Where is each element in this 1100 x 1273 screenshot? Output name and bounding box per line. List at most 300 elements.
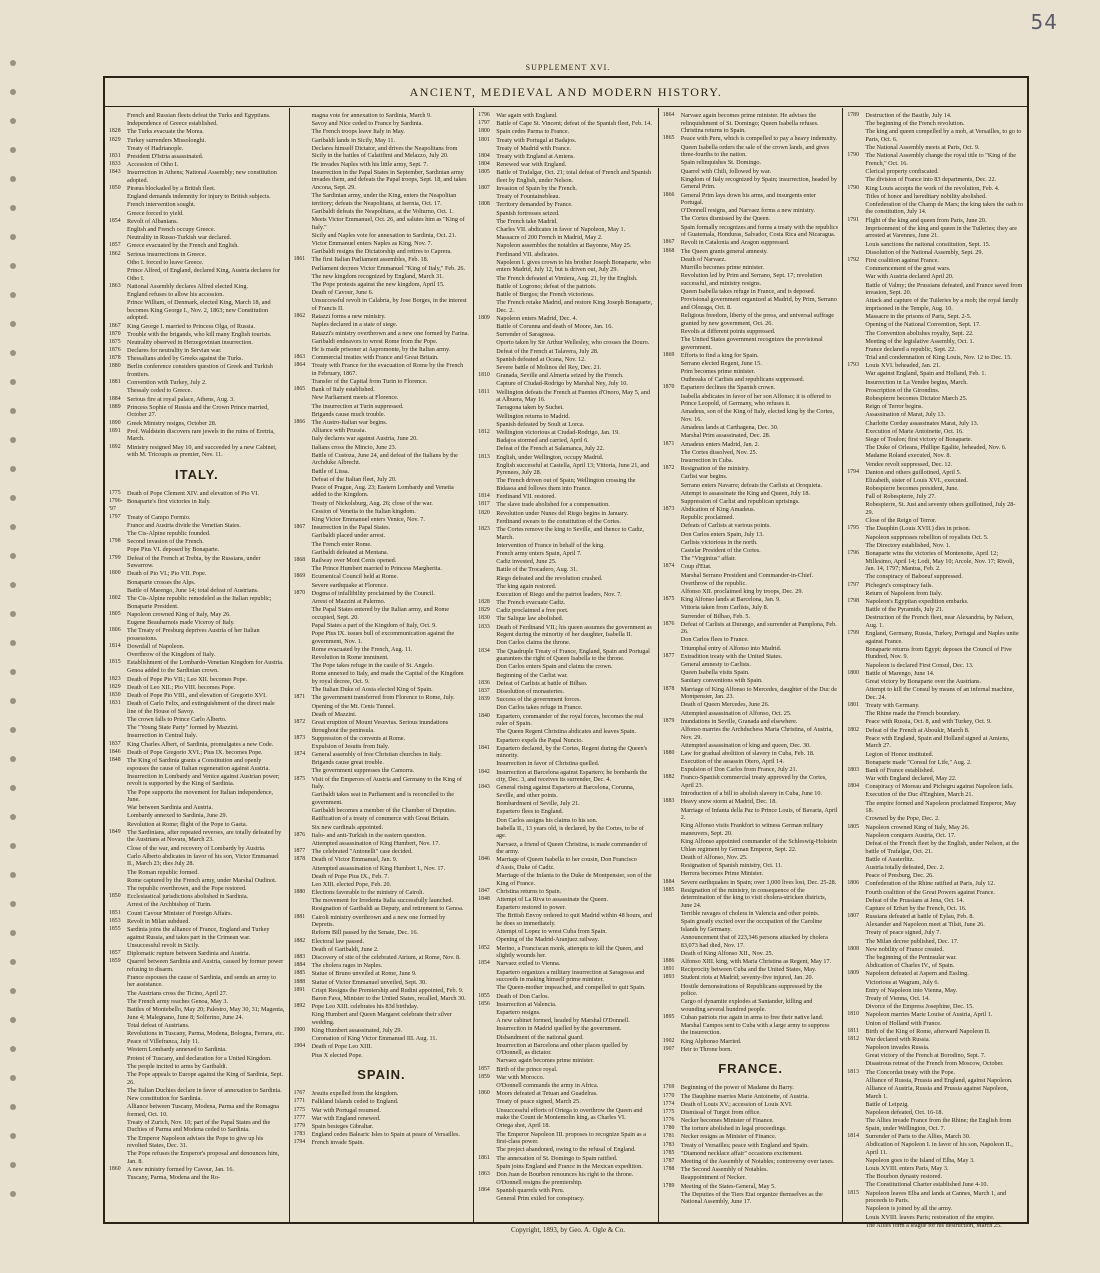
entry-text: Battle of Custoza, June 24, and defeat of the Italians by the Archduke Albrecht.	[311, 451, 458, 467]
entry-text: New constitution for Sardinia.	[127, 1094, 202, 1102]
entry-year	[847, 501, 865, 516]
history-entry	[847, 1044, 1023, 1052]
history-entry	[294, 889, 470, 897]
entry-year: 1807	[847, 913, 859, 920]
entry-text: French invade Spain.	[311, 1139, 365, 1147]
entry-year	[109, 1150, 127, 1165]
history-entry	[478, 462, 654, 477]
history-entry	[109, 643, 285, 651]
entry-year	[478, 728, 496, 736]
history-entry	[109, 498, 285, 513]
entry-text: Commercial treaties with France and Great Britain.	[311, 354, 439, 362]
entry-year: 1867	[109, 322, 121, 329]
entry-text: The Duke of Orleans, Phillipe Egalite, beheaded, Nov. 6.	[865, 444, 1007, 452]
entry-text: Announcement that of 223,346 persons attacked by cholera 83,073 had died, Nov. 17.	[680, 934, 828, 949]
entry-year	[478, 242, 496, 250]
entry-text: France declared a republic, Sept. 22.	[865, 345, 956, 353]
entry-year: 1889	[109, 403, 121, 410]
history-entry	[663, 393, 839, 408]
entry-text: Greece evacuated by the French and English.	[127, 242, 239, 250]
entry-text: Napoleon is joined by all the army.	[865, 1205, 953, 1213]
entry-year	[294, 145, 312, 160]
entry-text: New Parliament meets at Florence.	[311, 394, 399, 402]
entry-year	[663, 934, 681, 949]
history-column-4	[659, 108, 844, 1222]
entry-text: Dismissal of Turgot from office.	[680, 1108, 761, 1116]
history-entry	[109, 259, 285, 267]
history-entry	[663, 288, 839, 296]
entry-year	[847, 1214, 865, 1222]
entry-text: War between Sardinia and Austria.	[127, 804, 213, 812]
entry-text: The Cortes dismissed by the Queen.	[680, 215, 771, 223]
history-entry	[478, 969, 654, 984]
entry-text: Statue of Bruno unveiled at Rome, June 9.	[311, 970, 417, 978]
entry-year	[478, 1017, 496, 1025]
history-column-2	[290, 108, 475, 1222]
history-entry	[847, 1052, 1023, 1060]
entry-year	[478, 218, 496, 226]
entry-year	[478, 283, 496, 291]
entry-text: Merino, a Franciscan monk, attempts to kill the Queen, and slightly wounds her.	[496, 944, 644, 960]
entry-year: 1866	[662, 191, 675, 198]
history-entry	[109, 291, 285, 299]
entry-year	[663, 393, 681, 408]
entry-year	[847, 1052, 865, 1060]
entry-year	[847, 735, 865, 750]
entry-year	[847, 1181, 865, 1189]
entry-text: Death of Narvaez.	[680, 255, 726, 263]
entry-text: Outbreaks of Carlists and republicans suppressed.	[680, 376, 805, 384]
entry-year: 1837	[478, 687, 490, 694]
entry-text: Turkey surrenders Missolonghi.	[127, 136, 207, 144]
entry-year	[478, 1098, 496, 1106]
history-entry	[294, 256, 470, 264]
entry-year: 1800	[109, 570, 121, 577]
history-entry	[847, 1157, 1023, 1165]
history-entry	[478, 348, 654, 356]
entry-year	[847, 921, 865, 929]
history-entry	[847, 411, 1023, 419]
entry-text: Dogma of infallibility proclaimed by the Council.	[311, 589, 435, 597]
entry-text: Crowned by the Pope, Dec. 2.	[865, 815, 940, 823]
entry-year	[109, 877, 127, 885]
entry-text: Insurrection in favor of Christina quelled.	[496, 760, 600, 768]
entry-year	[847, 128, 865, 143]
entry-year	[663, 424, 681, 432]
entry-text: Intervention of France in behalf of the king.	[496, 541, 605, 549]
entry-year: 1780	[662, 1125, 675, 1132]
entry-year: 1871	[293, 694, 306, 701]
entry-year	[478, 1131, 496, 1146]
entry-text: General rising against Espartero at Barcelona, Corunna, Seville, and other points.	[496, 784, 635, 800]
history-entry	[294, 120, 470, 128]
history-entry	[109, 323, 285, 331]
entry-year	[109, 1046, 127, 1054]
entry-year: 1888	[293, 978, 306, 985]
binding-hole	[10, 756, 16, 762]
entry-text: Spain besieges Gibraltar.	[311, 1123, 374, 1130]
entry-year: 1769	[662, 1084, 675, 1091]
history-entry	[294, 313, 470, 321]
history-entry	[663, 547, 839, 555]
entry-year	[478, 1042, 496, 1057]
history-entry	[663, 910, 839, 918]
entry-year: 1810	[478, 372, 490, 379]
entry-year	[847, 775, 865, 783]
entry-year: 1799	[109, 554, 121, 561]
history-entry	[294, 508, 470, 516]
entry-year	[663, 983, 681, 998]
history-entry	[663, 701, 839, 709]
history-entry	[109, 555, 285, 570]
history-entry	[294, 265, 470, 273]
history-entry	[109, 869, 285, 877]
entry-year: 1783	[293, 1131, 306, 1138]
history-entry	[109, 724, 285, 732]
entry-year	[478, 904, 496, 912]
entry-year	[663, 710, 681, 718]
history-entry	[663, 596, 839, 604]
entry-year	[663, 998, 681, 1013]
entry-text: Bank of France established.	[865, 766, 935, 774]
entry-year: 1864	[662, 112, 675, 118]
entry-text: The Concordat treaty with the Pope.	[865, 1068, 956, 1076]
entry-year	[109, 259, 127, 267]
entry-year	[478, 259, 496, 274]
entry-text: Hostile demonstrations of Republicans suppressed by the police.	[680, 982, 823, 998]
entry-year	[294, 662, 312, 670]
history-entry	[109, 137, 285, 145]
history-entry	[294, 386, 470, 394]
history-entry	[663, 168, 839, 176]
entry-year	[847, 411, 865, 419]
entry-year	[294, 670, 312, 685]
entry-text: Genoa added to the Sardinian crown.	[127, 667, 219, 675]
entry-year	[478, 566, 496, 574]
entry-text: The government suppresses the Camorra.	[311, 767, 415, 775]
history-entry	[294, 362, 470, 377]
entry-year	[294, 541, 312, 549]
history-entry	[294, 970, 470, 978]
entry-year	[478, 872, 496, 887]
history-entry	[847, 856, 1023, 864]
history-entry	[663, 441, 839, 449]
history-entry	[294, 759, 470, 767]
entry-year	[663, 522, 681, 530]
history-entry	[478, 904, 654, 912]
entry-year	[294, 508, 312, 516]
entry-text: Heavy snow storm at Madrid, Dec. 18.	[680, 798, 777, 806]
history-entry	[663, 192, 839, 207]
entry-text: Overthrow of the Kingdom of Italy.	[127, 651, 216, 659]
entry-year	[478, 591, 496, 599]
entry-year	[847, 249, 865, 257]
entry-text: Pope Pius IX. issues bull of excommunication against the government, Nov. 1.	[311, 630, 455, 645]
history-entry	[847, 428, 1023, 436]
entry-text: Vendee revolt suppressed, Dec. 12.	[865, 460, 953, 468]
entry-text: Attempted assassination of King Humbert, Nov. 17.	[311, 839, 440, 847]
history-entry	[663, 934, 839, 949]
history-entry	[294, 394, 470, 402]
entry-year	[663, 296, 681, 311]
history-entry	[847, 379, 1023, 387]
entry-year: 1828	[109, 128, 121, 135]
history-entry	[294, 565, 470, 573]
entry-text: Defeat of Carlists at battle of Bilbao.	[496, 679, 588, 687]
entry-text: Falkland Islands ceded to England.	[311, 1098, 399, 1106]
entry-text: Bonaparte returns from Egypt; deposes the Council of Five Hundred, Nov. 9.	[865, 645, 1012, 661]
history-entry	[478, 566, 654, 574]
entry-year	[663, 159, 681, 167]
history-entry	[294, 962, 470, 970]
entry-year	[847, 436, 865, 444]
entry-text: Jesuits expelled from the kingdom.	[311, 1090, 399, 1098]
entry-text: King Alfonso lands at Barcelona, Jan. 9.	[680, 596, 781, 604]
entry-year	[478, 760, 496, 768]
history-entry	[663, 368, 839, 376]
history-entry	[847, 1077, 1023, 1085]
history-entry	[109, 845, 285, 853]
entry-text: Alfonso marries the Archduchess Maria Christina, of Austria, Nov. 29.	[680, 725, 833, 741]
entry-text: The Austro-Italian war begins.	[311, 418, 388, 426]
history-entry	[478, 1131, 654, 1146]
entry-text: The French retake Madrid, and restore King Joseph Bonaparte, Dec. 2.	[496, 299, 653, 314]
history-entry	[294, 646, 470, 654]
history-entry	[478, 808, 654, 816]
binding-hole	[10, 843, 16, 849]
entry-text: Alfonso XIII. king, with Maria Christina as Regent, May 17.	[680, 958, 832, 966]
entry-text: Treaty with France for the evacuation of Rome by the French in February, 1867.	[311, 362, 464, 377]
entry-text: Insurrection in Madrid quelled by the government.	[496, 1025, 622, 1033]
binding-hole	[10, 321, 16, 327]
entry-text: Charlotte Corday assassinates Marat, July 13.	[865, 419, 979, 427]
entry-text: Riego defeated and the revolution crushed.	[496, 574, 603, 582]
entry-year	[109, 1063, 127, 1071]
entry-year	[294, 686, 312, 694]
history-entry	[847, 630, 1023, 645]
entry-year	[294, 403, 312, 411]
history-entry	[478, 210, 654, 218]
entry-year	[847, 1101, 865, 1109]
history-entry	[294, 776, 470, 791]
entry-text: Death of Pope Pius IX., Feb. 7.	[311, 872, 389, 880]
history-entry	[847, 1011, 1023, 1019]
entry-year	[663, 547, 681, 555]
history-entry	[663, 1150, 839, 1158]
entry-text: Pius X elected Pope.	[311, 1051, 363, 1059]
history-entry	[478, 299, 654, 314]
entry-text: Bombardment of Seville, July 21.	[496, 800, 580, 808]
entry-text: Carlo Alberto abdicates in favor of his son, Victor Emmanuel II., March 23; dies July 28.	[127, 852, 279, 868]
entry-text: Pope Leo XIII. celebrates his 83d birthday.	[311, 1003, 419, 1011]
entry-text: Arrest of Mazzini at Palermo.	[311, 597, 386, 605]
history-entry	[663, 498, 839, 506]
history-entry	[109, 1135, 285, 1150]
entry-text: Disbandment of the national guard.	[496, 1033, 584, 1041]
history-entry	[478, 615, 654, 623]
history-entry	[847, 800, 1023, 815]
entry-text: Death of Pope Pio VII.; Leo XII. becomes Pope.	[127, 675, 248, 683]
history-entry	[663, 312, 839, 327]
history-entry	[478, 1017, 654, 1025]
entry-text: Treaty of Fountainebleau.	[496, 193, 561, 201]
entry-text: Beginning of the Carlist war.	[496, 671, 568, 679]
entry-text: Close of the war, and recovery of Lombardy by Austria.	[127, 844, 266, 852]
entry-year	[663, 645, 681, 653]
binding-hole	[10, 582, 16, 588]
history-entry	[478, 704, 654, 712]
entry-year	[478, 1107, 496, 1122]
history-entry	[478, 185, 654, 193]
entry-text: The Sardinians, after repeated reverses, are totally defeated by the Austrians at Novara, March 23.	[127, 828, 282, 844]
history-entry	[294, 1052, 470, 1060]
entry-text: Death of Victor Emmanuel, Jan. 9.	[311, 856, 398, 864]
entry-text: Napoleon's Egyptian expedition embarks.	[865, 597, 969, 605]
entry-text: Downfall of Napoleon.	[127, 642, 185, 650]
history-entry	[294, 573, 470, 581]
history-entry	[109, 1046, 285, 1054]
history-entry	[663, 645, 839, 653]
entry-text: Defeat of the French at Aboukir, March 8.	[865, 726, 970, 734]
entry-text: Italy declares war against Austria, June 20.	[311, 435, 418, 443]
entry-year	[663, 636, 681, 644]
entry-year	[109, 1119, 127, 1134]
entry-year	[663, 742, 681, 750]
history-entry	[294, 468, 470, 476]
entry-text: Robespierre, St. Just and seventy others guillotined, July 28-29.	[865, 501, 1016, 517]
entry-year	[294, 500, 312, 508]
binding-hole	[10, 1017, 16, 1023]
entry-text: Espartero resigns.	[496, 1008, 541, 1016]
entry-year: 1800	[847, 669, 859, 676]
entry-text: Eugene Beauharnois made Viceroy of Italy.	[127, 618, 235, 626]
entry-year: 1891	[293, 986, 306, 993]
entry-text: Arrest of the Archbishop of Turin.	[127, 901, 212, 909]
entry-year	[847, 379, 865, 387]
history-entry	[294, 321, 470, 329]
history-entry	[294, 1131, 470, 1139]
entry-year	[847, 193, 865, 201]
history-entry	[663, 522, 839, 530]
history-entry	[109, 804, 285, 812]
entry-text: Cuban patriots rise again in arms to free their native land. Marshal Campos sent to Cuba with a large army to suppress the insurrection.	[680, 1014, 830, 1037]
history-entry	[294, 686, 470, 694]
history-entry	[663, 473, 839, 481]
history-entry	[478, 936, 654, 944]
entry-text: The Salique law abolished.	[496, 615, 564, 623]
entry-text: Death of Pio VI.; Pio VII. Pope.	[127, 570, 207, 578]
history-entry	[478, 1107, 654, 1122]
history-entry	[663, 661, 839, 669]
entry-text: Queen Isabella orders the sale of the crown lands, and gives three-fourths to the nation.	[680, 143, 830, 159]
entry-text: Tuscany, Parma, Modena and the Ro-	[127, 1174, 221, 1182]
entry-year: 1808	[847, 945, 859, 952]
entry-year	[663, 822, 681, 837]
entry-text: He is made prisoner at Aspromonte, by the Italian army.	[311, 345, 451, 353]
entry-year: 1791	[847, 216, 859, 223]
entry-text: Neutrality observed in Herzegovinian insurrection.	[127, 338, 253, 346]
history-entry	[478, 364, 654, 372]
history-entry	[109, 749, 285, 757]
entry-year: 1789	[847, 112, 859, 118]
history-entry	[294, 735, 470, 743]
history-entry	[294, 411, 470, 419]
history-entry	[847, 864, 1023, 872]
history-entry	[478, 728, 654, 736]
history-entry	[294, 938, 470, 946]
entry-year: 1870	[109, 330, 121, 337]
entry-year	[478, 193, 496, 201]
history-entry	[294, 297, 470, 312]
entry-year	[109, 990, 127, 998]
entry-year	[109, 974, 127, 989]
history-entry	[109, 234, 285, 242]
entry-year: 1891	[109, 427, 121, 434]
history-entry	[109, 667, 285, 675]
entry-text: Italo- and anti-Turkish in the eastern question.	[311, 831, 426, 839]
entry-text: Battle of Burgos; the French victorious.	[496, 290, 595, 298]
entry-year	[294, 468, 312, 476]
entry-year: 1831	[109, 700, 121, 707]
history-entry	[478, 128, 654, 136]
entry-text: England cedes Balearic Isles to Spain at peace of Versailles.	[311, 1131, 460, 1139]
entry-year	[478, 639, 496, 647]
entry-text: Death of Pope Gregorio XVI.; Pius IX. becomes Pope.	[127, 748, 263, 756]
entry-year: 1801	[478, 136, 490, 143]
entry-year	[109, 1030, 127, 1038]
entry-year	[478, 226, 496, 234]
entry-year	[847, 420, 865, 428]
history-entry	[847, 257, 1023, 265]
entry-text: Defeat of the French at Trebia, by the Russians, under Suwarrow.	[127, 554, 261, 570]
entry-text: Alexander and Napoleon meet at Tilsit, June 26.	[865, 921, 985, 929]
entry-year	[663, 854, 681, 862]
history-entry	[478, 624, 654, 639]
entry-text: The government transferred from Florence to Rome, July.	[311, 694, 455, 702]
entry-text: The Pope protests against the new kingdom, April 15.	[311, 280, 445, 288]
entry-year	[109, 1103, 127, 1118]
entry-text: Robespierre becomes president, June.	[865, 485, 959, 493]
history-entry	[663, 248, 839, 256]
entry-text: Attack and capture of the Tuileries by a mob; the royal family imprisoned in the Temple, Aug. 10.	[865, 297, 1019, 312]
entry-year	[478, 413, 496, 421]
history-entry	[109, 692, 285, 700]
entry-year	[294, 346, 312, 354]
entry-year	[109, 210, 127, 218]
supplement-label: SUPPLEMENT XVI.	[525, 63, 611, 72]
history-entry	[663, 514, 839, 522]
entry-year	[847, 606, 865, 614]
entry-year: 1801	[847, 701, 859, 708]
entry-year: 1785	[662, 1149, 675, 1156]
entry-year	[109, 942, 127, 950]
entry-year: 1783	[662, 1141, 675, 1148]
entry-year	[847, 225, 865, 240]
entry-text: Death of Pope Pio VIII., and elevation of Gregorio XVI.	[127, 692, 267, 700]
history-entry	[294, 1139, 470, 1147]
history-entry	[109, 958, 285, 973]
history-entry	[663, 686, 839, 701]
entry-year	[294, 289, 312, 297]
history-entry	[847, 193, 1023, 201]
entry-text: Discovery of site of the celebrated Atrium, at Rome, Nov. 8.	[311, 954, 461, 961]
entry-year	[109, 651, 127, 659]
entry-year: 1814	[478, 493, 490, 500]
entry-text: The movement for Irredenta Italia successfully launched.	[311, 897, 453, 905]
entry-text: Serious fire at royal palace, Athens, Aug. 3.	[127, 395, 235, 403]
history-entry	[663, 750, 839, 758]
history-entry	[663, 239, 839, 247]
